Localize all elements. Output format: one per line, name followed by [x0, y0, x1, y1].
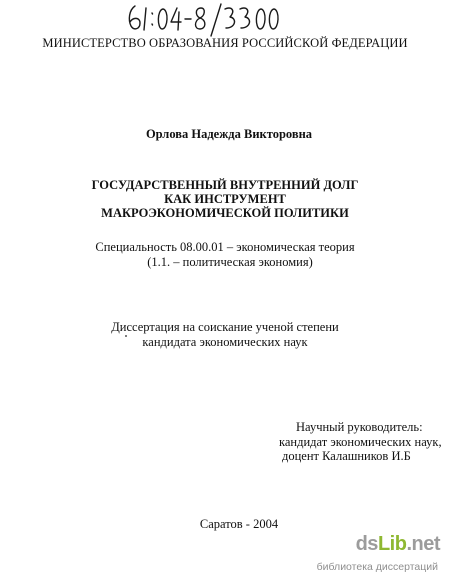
supervisor-block [279, 420, 442, 464]
specialty-block [0, 240, 450, 270]
dslib-watermark [316, 533, 440, 573]
title-line: ГОСУДАРСТВЕННЫЙ ВНУТРЕННИЙ ДОЛГ [91, 178, 359, 192]
title-line: МАКРОЭКОНОМИЧЕСКОЙ ПОЛИТИКИ [101, 206, 349, 220]
title-line: КАК ИНСТРУМЕНТ [164, 192, 286, 206]
dissertation-degree-block [0, 320, 450, 350]
dslib-logo: dsLib.net [355, 533, 440, 555]
supervisor-name: доцент Калашников И.Б [282, 449, 411, 463]
supervisor-label: Научный руководитель: [296, 420, 423, 434]
specialty-subfield: (1.1. – политическая экономия) [147, 255, 313, 269]
degree-line: Диссертация на соискание ученой степени [111, 320, 339, 334]
degree-line: кандидата экономических наук [142, 335, 308, 349]
ministry-header: МИНИСТЕРСТВО ОБРАЗОВАНИЯ РОССИЙСКОЙ ФЕДЕРАЦИИ [42, 36, 408, 50]
supervisor-degree: кандидат экономических наук, [279, 434, 442, 449]
dissertation-title [0, 178, 450, 220]
handwritten-archive-number [121, 0, 281, 40]
dslib-subtitle: библиотека диссертаций [316, 561, 438, 573]
specialty-code: Специальность 08.00.01 – экономическая теория [95, 240, 355, 254]
author-name: Орлова Надежда Викторовна [145, 127, 313, 141]
city-year: Саратов - 2004 [199, 517, 279, 531]
